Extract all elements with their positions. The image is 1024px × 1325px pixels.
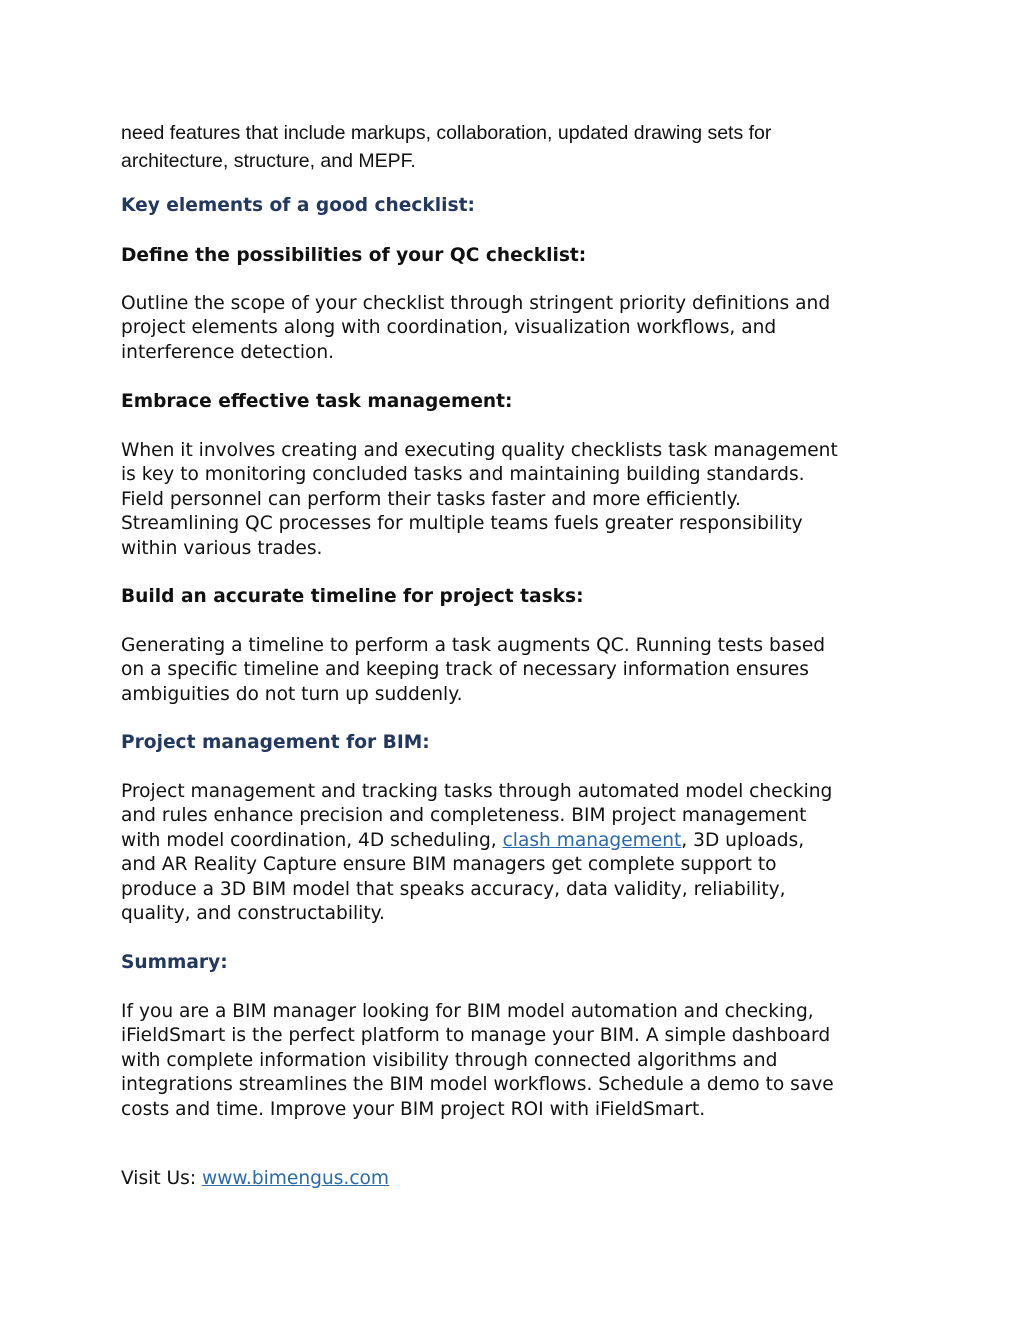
paragraph-define-possibilities [121,292,911,365]
heading-project-management-bim: Project management for BIM: [121,732,430,753]
paragraph-project-management-bim [121,780,911,926]
text-line: If you are a BIM manager looking for BIM model automation and checking, [121,1001,814,1022]
visit-us-label: Visit Us: [121,1168,203,1189]
text-line-with-link [121,829,911,853]
text-segment: , 3D uploads, [681,829,805,851]
text-line: and AR Reality Capture ensure BIM managers get complete support to [121,854,777,876]
text-line: Outline the scope of your checklist through stringent priority definitions and [121,293,831,314]
text-line: quality, and constructability. [121,903,385,925]
text-line: costs and time. Improve your BIM project ROI with iFieldSmart. [121,1098,706,1120]
text-line: and rules enhance precision and completeness. BIM project management [121,805,807,827]
text-line: iFieldSmart is the perfect platform to manage your BIM. A simple dashboard [121,1025,831,1047]
paragraph-timeline [121,634,911,707]
text-line: with complete information visibility through connected algorithms and [121,1049,778,1071]
clash-management-link[interactable]: clash management [502,829,682,851]
heading-task-management: Embrace effective task management: [121,391,513,412]
paragraph-task-management [121,439,911,561]
text-line: Streamlining QC processes for multiple teams fuels greater responsibility [121,513,803,535]
text-line: project elements along with coordination, visualization workflows, and [121,317,777,339]
heading-key-elements: Key elements of a good checklist: [121,195,475,216]
paragraph-summary [121,1000,911,1122]
heading-timeline: Build an accurate timeline for project tasks: [121,586,584,607]
text-segment: with model coordination, 4D scheduling, [121,829,503,851]
website-link[interactable]: www.bimengus.com [202,1168,390,1189]
intro-paragraph [121,119,911,175]
text-line: ambiguities do not turn up suddenly. [121,683,463,705]
intro-line: need features that include markups, collaboration, updated drawing sets for [121,122,772,144]
intro-line: architecture, structure, and MEPF. [121,150,416,172]
text-line: produce a 3D BIM model that speaks accuracy, data validity, reliability, [121,878,786,900]
text-line: on a specific timeline and keeping track of necessary information ensures [121,659,809,681]
text-line: within various trades. [121,537,323,559]
text-line: Project management and tracking tasks through automated model checking [121,781,833,802]
text-line: When it involves creating and executing quality checklists task management [121,440,838,461]
text-line: is key to monitoring concluded tasks and maintaining building standards. [121,464,805,486]
text-line: interference detection. [121,341,335,363]
text-line: Generating a timeline to perform a task augments QC. Running tests based [121,635,826,656]
text-line: Field personnel can perform their tasks faster and more efficiently. [121,488,741,510]
visit-us-line [121,1167,911,1191]
heading-summary: Summary: [121,952,228,973]
text-line: integrations streamlines the BIM model workflows. Schedule a demo to save [121,1074,834,1096]
heading-define-possibilities: Define the possibilities of your QC checklist: [121,245,587,266]
